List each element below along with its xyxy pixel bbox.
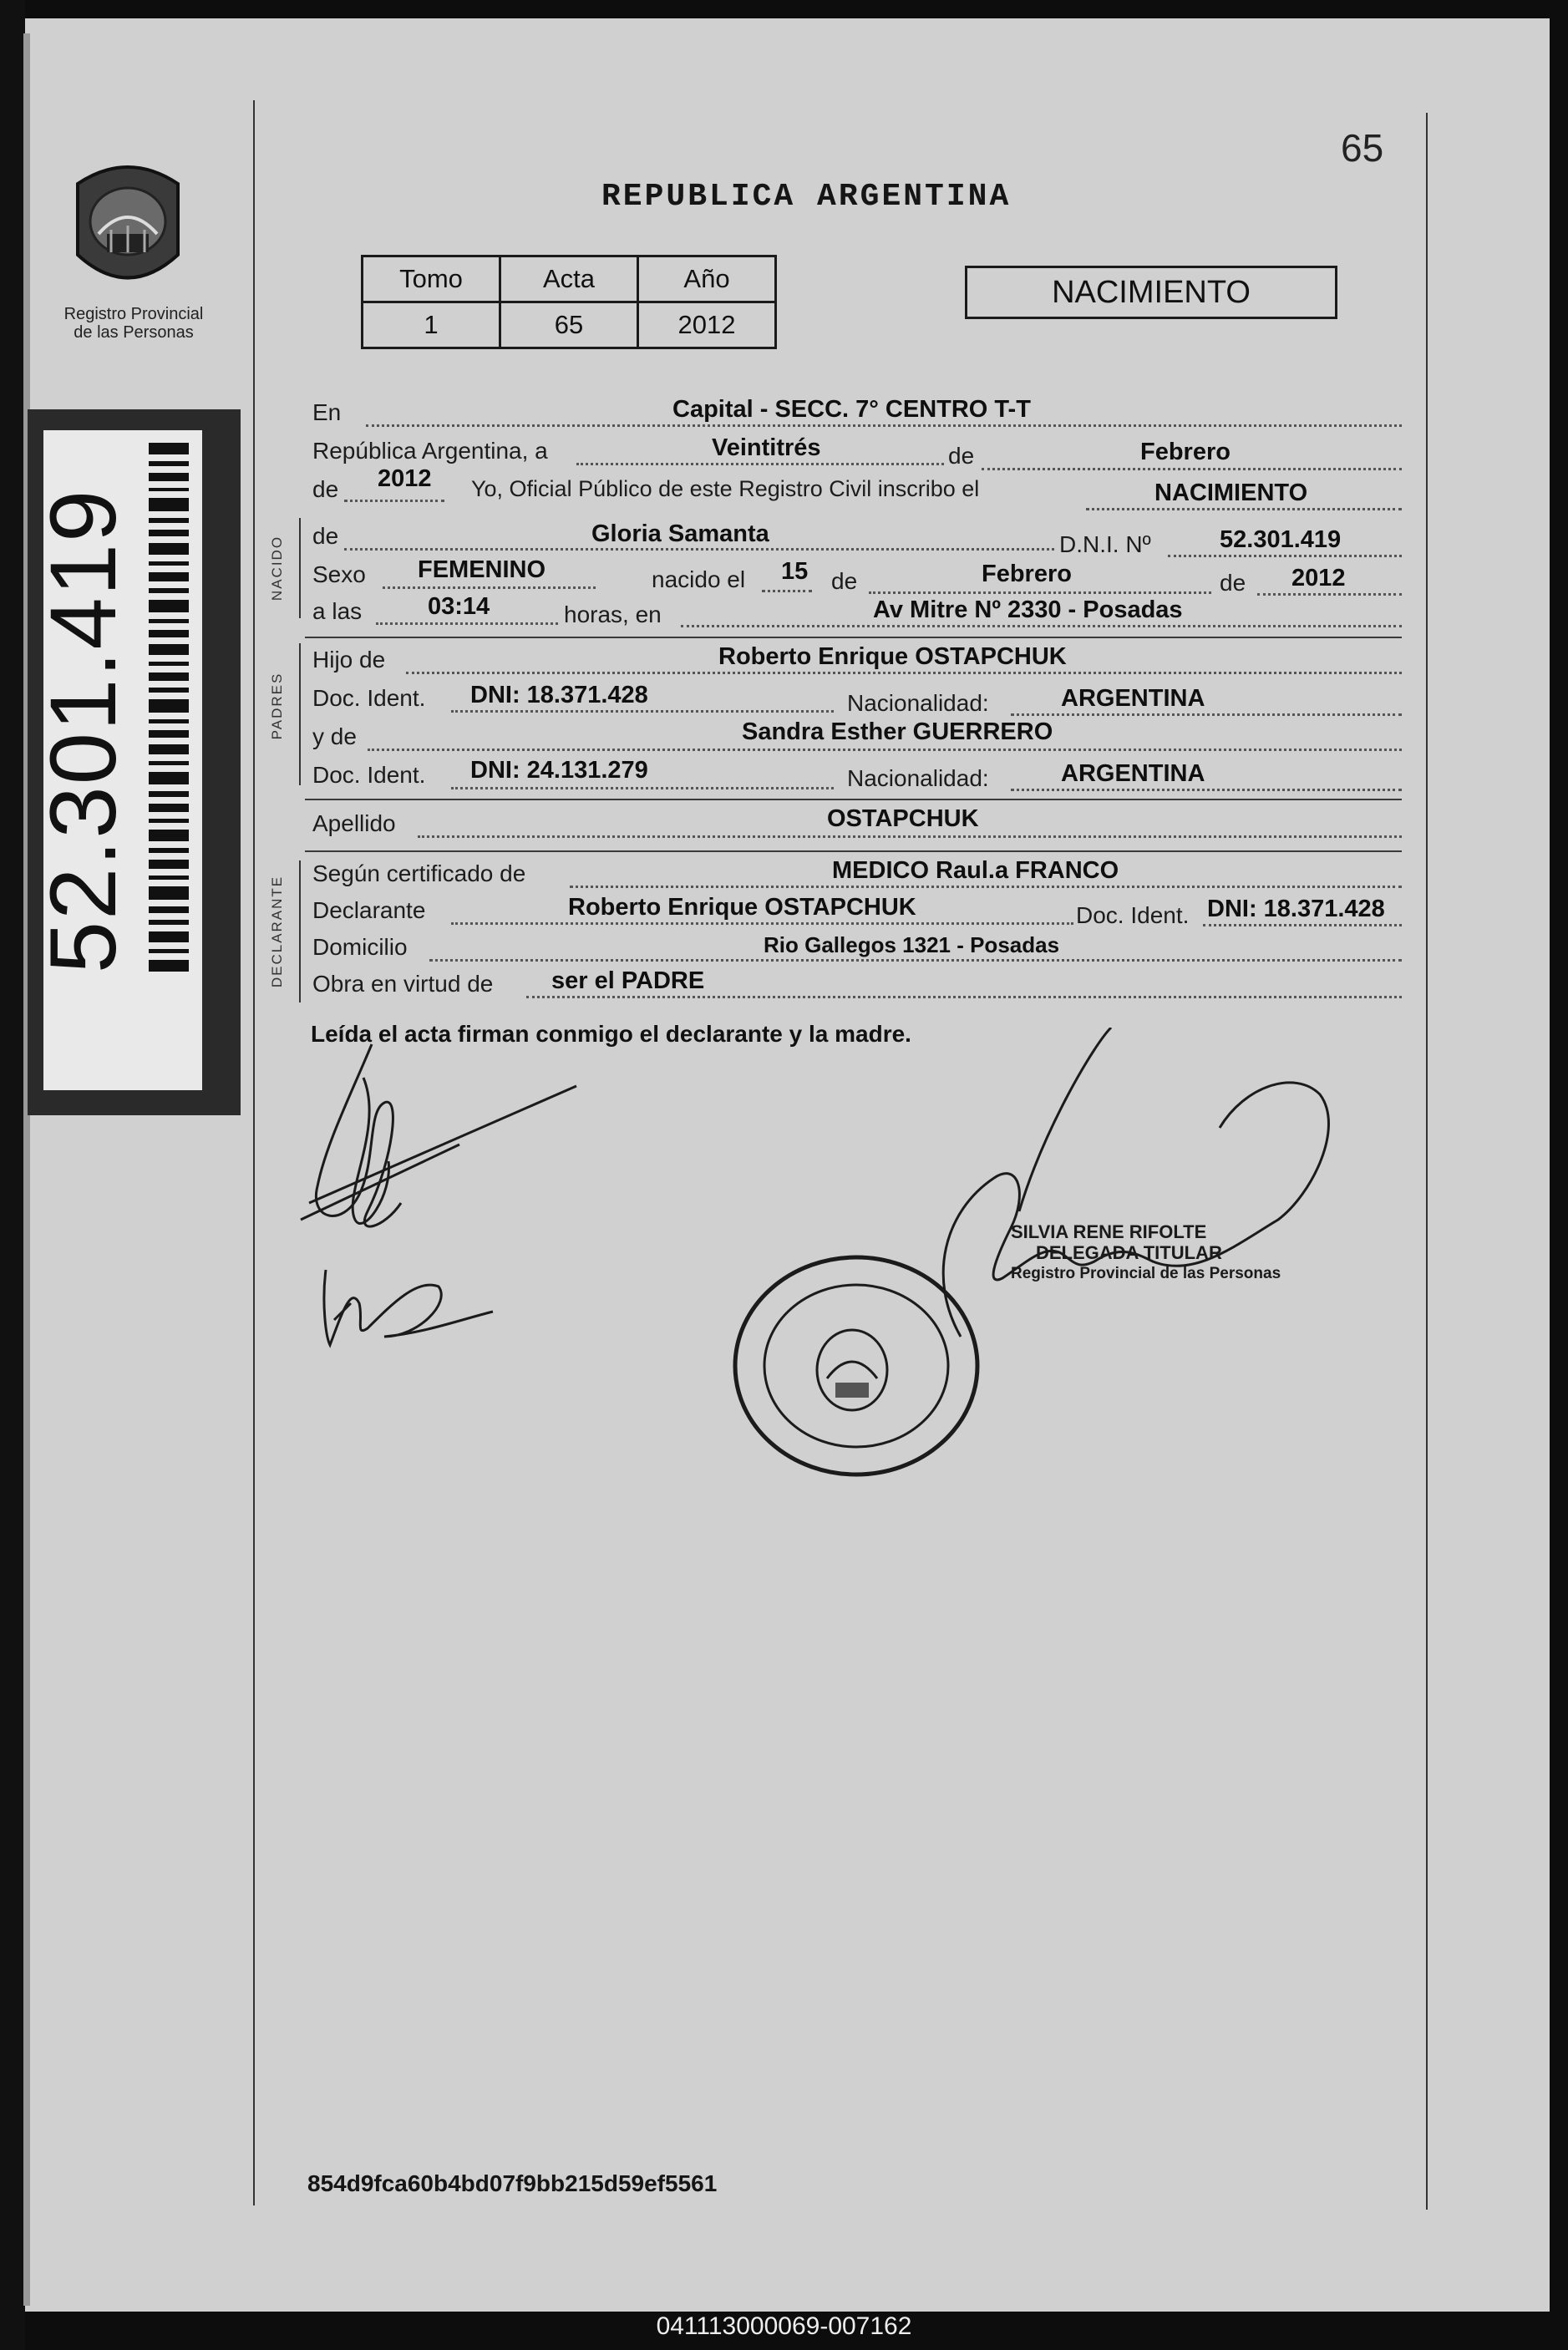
dotted-line bbox=[869, 591, 1211, 594]
dotted-line bbox=[1011, 789, 1402, 791]
dotted-line bbox=[681, 625, 1402, 627]
declarant-name-value: Roberto Enrique OSTAPCHUK bbox=[568, 894, 916, 921]
dotted-line bbox=[418, 835, 1402, 838]
dni-label: D.N.I. Nº bbox=[1059, 531, 1151, 557]
record-table-header-ano: Año bbox=[638, 256, 776, 302]
certificado-label: Según certificado de bbox=[312, 860, 526, 886]
section-label-padres: PADRES bbox=[269, 672, 285, 740]
sexo-value: FEMENINO bbox=[418, 556, 546, 583]
dotted-line bbox=[762, 590, 812, 592]
registration-year-value: 2012 bbox=[378, 465, 432, 492]
mother-nationality-label: Nacionalidad: bbox=[847, 765, 989, 791]
logo-caption-line-1: Registro Provincial bbox=[63, 305, 204, 323]
record-table-acta-value: 65 bbox=[500, 302, 638, 348]
registration-month-value: Febrero bbox=[1140, 439, 1231, 465]
declarante-label: Declarante bbox=[312, 897, 426, 923]
record-type-box: NACIMIENTO bbox=[965, 266, 1337, 319]
mother-name-value: Sandra Esther GUERRERO bbox=[742, 718, 1053, 745]
logo-caption-line-2: de las Personas bbox=[74, 323, 194, 342]
document-hash: 854d9fca60b4bd07f9bb215d59ef5561 bbox=[307, 2170, 718, 2196]
registrar-signature bbox=[943, 1028, 1328, 1337]
dotted-line bbox=[1086, 508, 1402, 510]
section-label-declarante: DECLARANTE bbox=[269, 875, 285, 988]
birth-month-value: Febrero bbox=[982, 561, 1072, 587]
section-divider bbox=[305, 850, 1402, 852]
republica-label: República Argentina, a bbox=[312, 438, 548, 464]
nacido-de-label: de bbox=[312, 523, 339, 549]
mother-signature bbox=[324, 1270, 493, 1345]
declarant-doc-label: Doc. Ident. bbox=[1076, 902, 1190, 928]
birth-time-value: 03:14 bbox=[428, 593, 490, 620]
barcode-bars bbox=[149, 443, 189, 977]
dotted-line bbox=[451, 710, 834, 713]
domicile-value: Rio Gallegos 1321 - Posadas bbox=[764, 932, 1060, 957]
father-doc-value: DNI: 18.371.428 bbox=[470, 682, 648, 708]
dotted-line bbox=[383, 586, 596, 589]
record-table-header-acta: Acta bbox=[500, 256, 638, 302]
hijo-de-label: Hijo de bbox=[312, 647, 386, 673]
dotted-line bbox=[1011, 713, 1402, 716]
record-table bbox=[361, 255, 777, 349]
child-name-value: Gloria Samanta bbox=[591, 520, 769, 547]
dotted-line bbox=[368, 749, 1402, 751]
stamp-line-1: SILVIA RENE RIFOLTE bbox=[1011, 1221, 1207, 1242]
declarant-doc-value: DNI: 18.371.428 bbox=[1207, 896, 1385, 922]
dotted-line bbox=[344, 548, 1054, 551]
birth-place-value: Av Mitre Nº 2330 - Posadas bbox=[873, 596, 1183, 623]
obra-label: Obra en virtud de bbox=[312, 971, 494, 997]
en-label: En bbox=[312, 399, 342, 425]
dotted-line bbox=[406, 672, 1402, 674]
section-divider bbox=[305, 637, 1402, 638]
dotted-line bbox=[576, 463, 944, 465]
dotted-line bbox=[344, 500, 444, 502]
record-table-ano-value: 2012 bbox=[638, 302, 776, 348]
scan-edge bbox=[0, 0, 25, 2350]
place-value: Capital - SECC. 7° CENTRO T-T bbox=[672, 396, 1031, 423]
right-margin-line bbox=[1426, 113, 1428, 2210]
y-de-label: y de bbox=[312, 723, 357, 749]
barcode-number: 52.301.419 bbox=[31, 488, 135, 974]
stamp-line-3: Registro Provincial de las Personas bbox=[1011, 1265, 1281, 1282]
dotted-line bbox=[366, 424, 1402, 427]
certificate-value: MEDICO Raul.a FRANCO bbox=[832, 857, 1119, 884]
dotted-line bbox=[376, 622, 558, 625]
de-label: de bbox=[831, 568, 858, 594]
dotted-line bbox=[1203, 924, 1402, 926]
mother-doc-label: Doc. Ident. bbox=[312, 762, 426, 788]
father-nationality-label: Nacionalidad: bbox=[847, 690, 989, 716]
officer-statement: Yo, Oficial Público de este Registro Civil inscribo el bbox=[471, 476, 980, 501]
padres-bracket bbox=[299, 643, 301, 785]
dotted-line bbox=[1168, 555, 1402, 557]
logo-caption bbox=[46, 305, 221, 342]
apellido-value: OSTAPCHUK bbox=[827, 805, 979, 832]
nacido-el-label: nacido el bbox=[652, 566, 746, 592]
scan-footer-code: 041113000069-007162 bbox=[656, 2312, 912, 2340]
record-table-header-tomo: Tomo bbox=[363, 256, 500, 302]
obra-value: ser el PADRE bbox=[551, 967, 705, 994]
section-label-nacido: NACIDO bbox=[269, 535, 285, 601]
horas-en-label: horas, en bbox=[564, 601, 662, 627]
dotted-line bbox=[429, 959, 1402, 962]
father-doc-label: Doc. Ident. bbox=[312, 685, 426, 711]
document-title: REPUBLICA ARGENTINA bbox=[601, 179, 1012, 215]
inscribed-type-value: NACIMIENTO bbox=[1154, 480, 1308, 506]
mother-doc-value: DNI: 24.131.279 bbox=[470, 757, 648, 784]
registration-day-value: Veintitrés bbox=[712, 434, 821, 461]
dotted-line bbox=[1257, 593, 1402, 596]
dotted-line bbox=[570, 886, 1402, 888]
dotted-line bbox=[451, 922, 1073, 925]
sexo-label: Sexo bbox=[312, 561, 366, 587]
father-name-value: Roberto Enrique OSTAPCHUK bbox=[718, 643, 1067, 670]
birth-year-value: 2012 bbox=[1291, 565, 1346, 591]
de-label: de bbox=[1220, 570, 1246, 596]
birth-day-value: 15 bbox=[781, 558, 809, 585]
alas-label: a las bbox=[312, 598, 363, 624]
left-margin-line bbox=[253, 100, 255, 2205]
declarant-signature bbox=[301, 1044, 576, 1226]
section-divider bbox=[305, 799, 1402, 800]
closing-statement: Leída el acta firman conmigo el declarante y la madre. bbox=[311, 1021, 911, 1047]
dotted-line bbox=[526, 996, 1402, 998]
apellido-label: Apellido bbox=[312, 810, 396, 836]
domicilio-label: Domicilio bbox=[312, 934, 408, 960]
stamp-line-2: DELEGADA TITULAR bbox=[1036, 1242, 1222, 1263]
nacido-bracket bbox=[299, 518, 301, 618]
official-seal bbox=[735, 1257, 977, 1474]
de-year-label: de bbox=[312, 476, 339, 502]
mother-nationality-value: ARGENTINA bbox=[1061, 760, 1205, 787]
page-number: 65 bbox=[1341, 126, 1384, 170]
dotted-line bbox=[451, 787, 834, 789]
de-label: de bbox=[948, 443, 975, 469]
binding-edge bbox=[23, 33, 30, 2306]
dotted-line bbox=[982, 468, 1402, 470]
father-nationality-value: ARGENTINA bbox=[1061, 685, 1205, 712]
record-table-tomo-value: 1 bbox=[363, 302, 500, 348]
misiones-coat-of-arms-logo bbox=[65, 155, 190, 301]
registrar-stamp bbox=[1011, 1221, 1281, 1284]
declarante-bracket bbox=[299, 860, 301, 1002]
child-dni-value: 52.301.419 bbox=[1220, 526, 1342, 553]
